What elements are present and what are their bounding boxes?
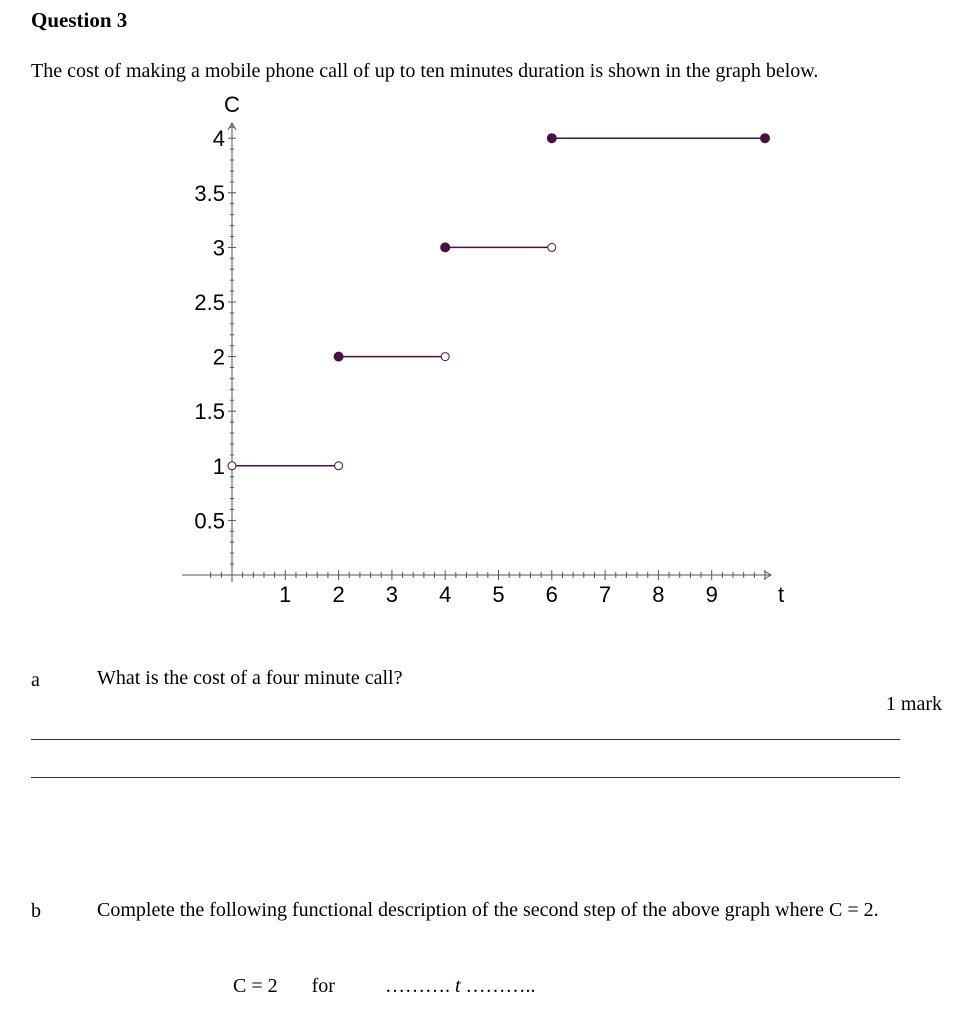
graph-tick-labels <box>194 126 717 607</box>
answer-line-2[interactable] <box>31 777 900 778</box>
x-tick-label: 6 <box>545 582 558 607</box>
formula-variable: t <box>454 975 461 997</box>
question-title: Question 3 <box>31 8 128 32</box>
x-tick-label: 3 <box>385 582 399 607</box>
y-axis-label: C <box>224 92 240 117</box>
closed-endpoint <box>441 243 450 252</box>
closed-endpoint <box>761 134 770 143</box>
graph-steps <box>228 134 770 470</box>
part-b-formula <box>233 975 536 998</box>
question-intro: The cost of making a mobile phone call of up to ten minutes duration is shown in the graph below. <box>31 60 819 82</box>
open-endpoint <box>441 353 449 361</box>
x-tick-label: 8 <box>652 582 665 607</box>
y-tick-label: 2.5 <box>194 290 225 315</box>
x-tick-label: 1 <box>279 582 292 607</box>
answer-line-1[interactable] <box>31 739 900 740</box>
part-a-label: a <box>31 669 40 691</box>
formula-for: for <box>311 975 335 997</box>
y-tick-label: 1.5 <box>194 399 225 425</box>
x-tick-label: 4 <box>439 582 452 607</box>
formula-blank-lower[interactable]: ………. <box>384 975 450 997</box>
x-tick-label: 7 <box>598 582 612 607</box>
y-tick-label: 0.5 <box>194 508 225 534</box>
formula-blank-upper[interactable]: ……….. <box>465 975 536 997</box>
y-tick-label: 1 <box>212 453 225 479</box>
closed-endpoint <box>547 134 556 143</box>
formula-lhs: C = 2 <box>233 975 278 997</box>
y-tick-label: 3.5 <box>194 180 225 206</box>
open-endpoint <box>548 243 556 251</box>
x-tick-label: 2 <box>332 582 345 607</box>
open-endpoint <box>228 462 236 470</box>
closed-endpoint <box>334 352 343 361</box>
part-a-question: What is the cost of a four minute call? <box>97 667 403 689</box>
graph-axes <box>182 123 771 582</box>
x-tick-label: 9 <box>705 582 718 607</box>
graph-ticks <box>211 127 765 580</box>
x-axis-label: t <box>777 582 785 607</box>
part-b-label: b <box>31 900 41 922</box>
part-a-marks: 1 mark <box>885 693 942 715</box>
x-tick-label: 5 <box>492 582 505 607</box>
open-endpoint <box>335 462 343 470</box>
part-b-question: Complete the following functional description of the second step of the above graph where C = 2. <box>97 899 879 921</box>
y-tick-label: 4 <box>212 126 225 152</box>
y-tick-label: 3 <box>212 235 225 261</box>
y-tick-label: 2 <box>212 344 225 370</box>
